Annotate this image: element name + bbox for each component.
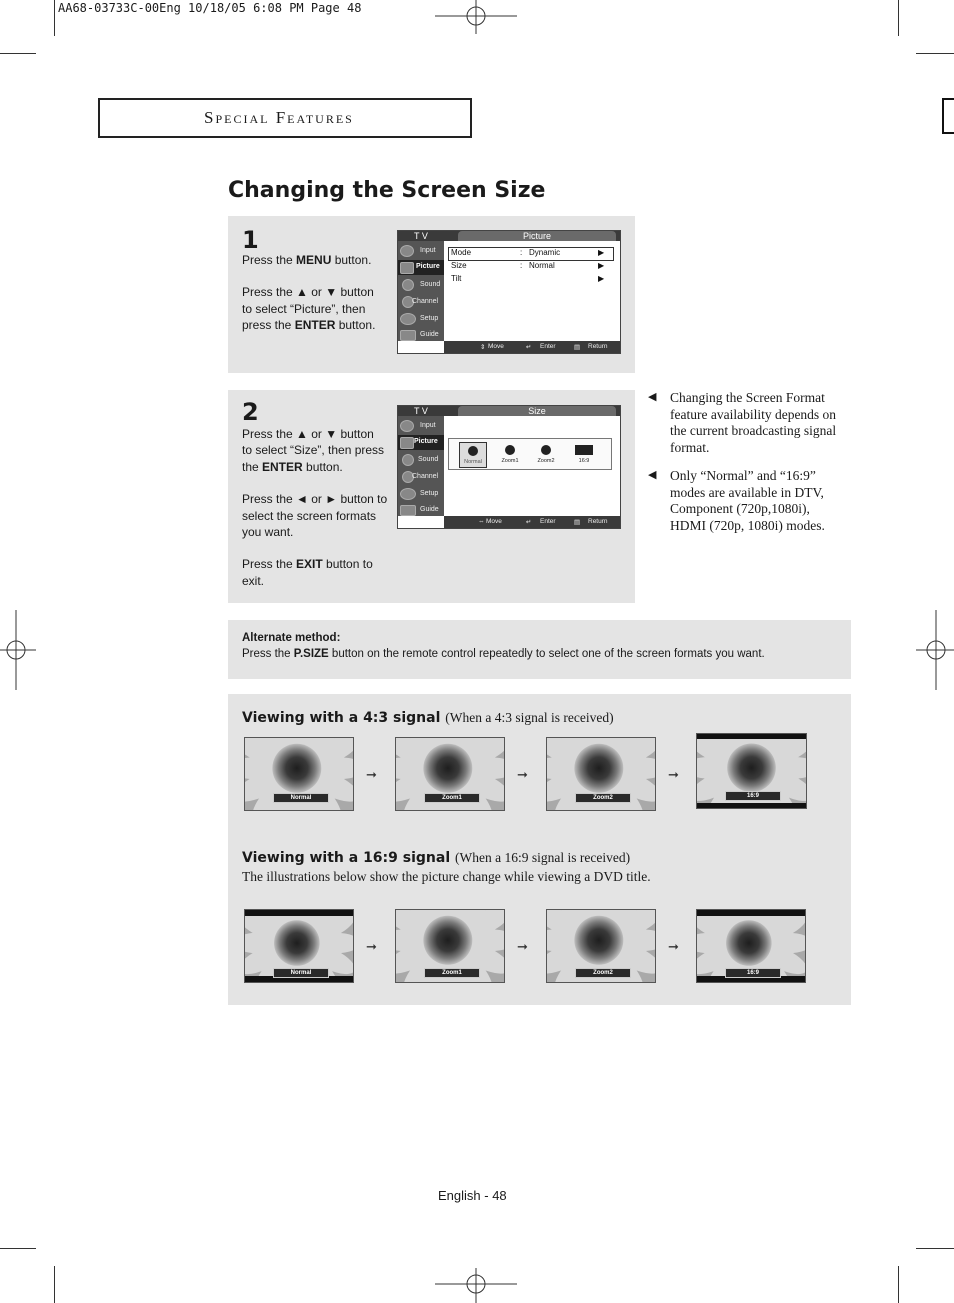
picture-icon bbox=[400, 262, 414, 274]
section-box bbox=[98, 98, 472, 138]
step1-text bbox=[242, 252, 392, 334]
return-icon: ▤ bbox=[574, 344, 581, 351]
viewing-169-heading: Viewing with a 16:9 signal (When a 16:9 signal is received) bbox=[242, 850, 631, 866]
osd-header: Size bbox=[458, 406, 616, 416]
step1-line: press the ENTER button. bbox=[242, 318, 376, 333]
size-option-label: Zoom2 bbox=[537, 458, 555, 464]
enter-icon: ↵ bbox=[526, 344, 532, 351]
note-1: Changing the Screen Format feature availability depends on the current broadcasting signal format. bbox=[670, 390, 837, 455]
osd-row-sep: : bbox=[520, 248, 523, 257]
input-icon bbox=[400, 245, 414, 257]
viewing-43-thumbnail bbox=[395, 737, 505, 811]
picture-menu-screen bbox=[397, 230, 621, 354]
enter-icon: ↵ bbox=[526, 519, 532, 526]
note-bullet-icon: ◀ bbox=[648, 391, 657, 403]
size-option-normal[interactable] bbox=[459, 442, 487, 468]
osd-footer bbox=[444, 516, 620, 528]
viewing-43-thumbnail bbox=[696, 733, 807, 809]
size-option-zoom1[interactable] bbox=[497, 442, 523, 466]
registration-mark-top bbox=[435, 0, 517, 34]
step1-line: Press the MENU button. bbox=[242, 253, 372, 267]
arrow-right-icon: ➞ bbox=[366, 767, 377, 782]
setup-icon bbox=[400, 313, 416, 325]
zoom1-format-icon bbox=[505, 445, 515, 455]
setup-icon bbox=[400, 488, 416, 500]
step2-line: you want. bbox=[242, 525, 294, 540]
alternate-heading: Alternate method: bbox=[242, 632, 341, 644]
osd-menu-item-selected[interactable]: Picture bbox=[414, 438, 438, 445]
osd-sidebar bbox=[398, 416, 444, 516]
osd-footer-enter: Enter bbox=[540, 518, 556, 525]
step2-line: Press the EXIT button to bbox=[242, 557, 373, 572]
osd-row-value: Normal bbox=[529, 261, 555, 270]
arrow-right-icon: ▶ bbox=[598, 261, 605, 270]
sound-icon bbox=[402, 454, 414, 466]
step1-line: to select “Picture”, then bbox=[242, 301, 366, 316]
osd-row-label[interactable]: Tilt bbox=[451, 274, 462, 283]
osd-title-bar bbox=[398, 231, 620, 241]
osd-menu-item[interactable]: Input bbox=[420, 422, 436, 429]
move-icon: ⇕ bbox=[480, 344, 486, 351]
size-option-16-9[interactable] bbox=[571, 442, 597, 466]
arrow-right-icon: ▶ bbox=[598, 274, 605, 283]
wide-format-icon bbox=[575, 445, 593, 455]
viewing-169-thumbnail bbox=[696, 909, 806, 983]
viewing-169-format-label: Normal bbox=[273, 968, 329, 978]
viewing-169-thumbnail bbox=[244, 909, 354, 983]
osd-menu-item[interactable]: Guide bbox=[420, 331, 439, 338]
arrow-right-icon: ➞ bbox=[668, 767, 679, 782]
note-bullet-icon: ◀ bbox=[648, 469, 657, 481]
osd-menu-item[interactable]: Sound bbox=[418, 456, 439, 463]
step2-line: to select “Size”, then press bbox=[242, 443, 385, 458]
viewing-43-thumbnail bbox=[244, 737, 354, 811]
normal-format-icon bbox=[468, 446, 478, 456]
size-option-label: 16:9 bbox=[578, 458, 590, 464]
step2-text bbox=[242, 426, 397, 589]
registration-mark-left bbox=[0, 610, 36, 690]
page-footer: English - 48 bbox=[438, 1188, 507, 1203]
osd-row-value: Dynamic bbox=[529, 248, 561, 257]
osd-footer-move: Move bbox=[488, 343, 504, 350]
arrow-right-icon: ➞ bbox=[366, 939, 377, 954]
size-options bbox=[448, 438, 612, 470]
osd-row-label[interactable]: Mode bbox=[451, 248, 472, 257]
viewing-43-format-label: Zoom2 bbox=[575, 793, 631, 803]
step1-line: Press the ▲ or ▼ button bbox=[242, 285, 374, 300]
size-option-label: Zoom1 bbox=[501, 458, 519, 464]
viewing-169-format-label: Zoom1 bbox=[424, 968, 480, 978]
arrow-right-icon: ➞ bbox=[668, 939, 679, 954]
step2-line: Press the ◄ or ► button to bbox=[242, 492, 388, 507]
size-option-label: Normal bbox=[464, 459, 482, 465]
size-option-zoom2[interactable] bbox=[533, 442, 559, 466]
arrow-right-icon: ➞ bbox=[517, 767, 528, 782]
osd-menu-item[interactable]: Channel bbox=[412, 298, 439, 305]
viewing-169-thumbnail bbox=[546, 909, 656, 983]
osd-menu-item[interactable]: Channel bbox=[412, 473, 439, 480]
osd-footer-return: Return bbox=[588, 518, 608, 525]
arrow-right-icon: ➞ bbox=[517, 939, 528, 954]
step2-line: select the screen formats bbox=[242, 508, 377, 523]
osd-menu-item-selected[interactable]: Picture bbox=[416, 263, 440, 270]
osd-menu-item[interactable]: Sound bbox=[420, 281, 441, 288]
guide-icon bbox=[400, 330, 416, 341]
osd-sidebar bbox=[398, 241, 444, 341]
viewing-43-heading: Viewing with a 4:3 signal (When a 4:3 signal is received) bbox=[242, 710, 614, 726]
osd-footer bbox=[444, 341, 620, 353]
viewing-43-thumbnail bbox=[546, 737, 656, 811]
move-icon: ⇔ bbox=[478, 518, 485, 525]
arrow-right-icon: ▶ bbox=[598, 248, 605, 257]
step2-line: the ENTER button. bbox=[242, 459, 343, 474]
registration-mark-bottom bbox=[435, 1268, 517, 1303]
step1-panel bbox=[228, 216, 635, 373]
step2-line: exit. bbox=[242, 573, 265, 588]
sound-icon bbox=[402, 279, 414, 291]
page-tab bbox=[942, 98, 954, 134]
osd-footer-return: Return bbox=[588, 343, 608, 350]
size-menu-screen bbox=[397, 405, 621, 529]
note-2: Only “Normal” and “16:9” modes are available in DTV, Component (720p,1080i), HDMI (720p, 1080i) modes. bbox=[670, 468, 825, 533]
input-icon bbox=[400, 420, 414, 432]
osd-header: Picture bbox=[458, 231, 616, 241]
return-icon: ▤ bbox=[574, 519, 581, 526]
registration-mark-right bbox=[916, 610, 954, 690]
osd-tv-label: T V bbox=[414, 406, 428, 416]
section-title: Special Features bbox=[204, 108, 354, 127]
osd-footer-move: Move bbox=[486, 518, 502, 525]
viewing-169-format-label: Zoom2 bbox=[575, 968, 631, 978]
step2-line: Press the ▲ or ▼ button bbox=[242, 427, 374, 441]
step1-number: 1 bbox=[242, 226, 259, 254]
osd-title-bar bbox=[398, 406, 620, 416]
viewing-169-format-label: 16:9 bbox=[725, 968, 781, 978]
osd-menu-item[interactable]: Setup bbox=[420, 315, 439, 322]
picture-icon bbox=[400, 437, 414, 449]
zoom2-format-icon bbox=[541, 445, 551, 455]
alternate-method-panel bbox=[228, 620, 851, 679]
osd-menu-item[interactable]: Input bbox=[420, 247, 436, 254]
osd-row-sep: : bbox=[520, 261, 523, 270]
guide-icon bbox=[400, 505, 416, 516]
osd-footer-enter: Enter bbox=[540, 343, 556, 350]
viewing-169-thumbnail bbox=[395, 909, 505, 983]
print-header: AA68-03733C-00Eng 10/18/05 6:08 PM Page 48 bbox=[58, 1, 362, 15]
osd-menu-item[interactable]: Guide bbox=[420, 506, 439, 513]
viewing-169-description: The illustrations below show the picture change while viewing a DVD title. bbox=[242, 869, 651, 884]
step2-panel bbox=[228, 390, 635, 603]
viewing-43-format-label: Zoom1 bbox=[424, 793, 480, 803]
osd-row-label[interactable]: Size bbox=[451, 261, 467, 270]
page-title: Changing the Screen Size bbox=[228, 178, 546, 203]
viewing-43-format-label: 16:9 bbox=[725, 791, 781, 801]
viewing-43-format-label: Normal bbox=[273, 793, 329, 803]
alternate-text: Press the P.SIZE button on the remote control repeatedly to select one of the screen formats you want. bbox=[242, 648, 765, 660]
osd-tv-label: T V bbox=[414, 231, 428, 241]
step2-number: 2 bbox=[242, 398, 259, 426]
osd-menu-item[interactable]: Setup bbox=[420, 490, 439, 497]
